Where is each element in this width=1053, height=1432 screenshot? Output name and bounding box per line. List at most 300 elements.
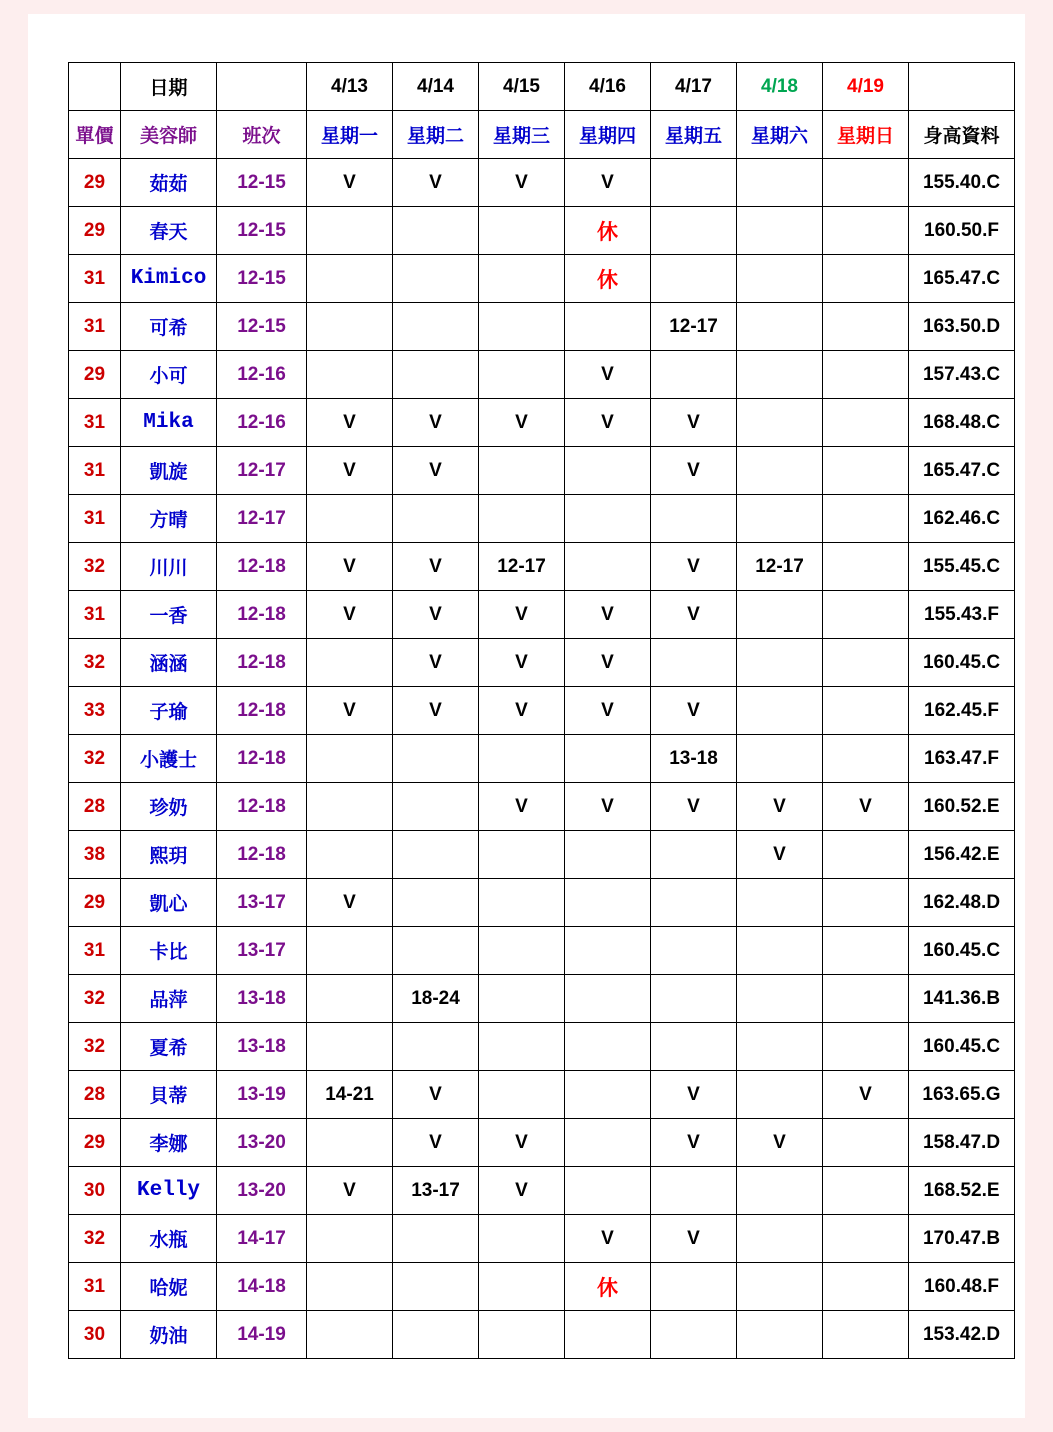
table-row [69, 1215, 1015, 1263]
cell-height-data: 155.45.C [909, 543, 1015, 591]
cell-shift: 13-20 [217, 1167, 307, 1215]
header-weekday-3: 星期三 [479, 111, 565, 159]
cell-day-5: V [651, 687, 737, 735]
cell-shift: 12-16 [217, 351, 307, 399]
cell-day-2 [393, 783, 479, 831]
cell-day-5: V [651, 1071, 737, 1119]
cell-unit-price: 31 [69, 255, 121, 303]
table-row [69, 1263, 1015, 1311]
header-height-label: 身高資料 [909, 111, 1015, 159]
cell-shift: 14-19 [217, 1311, 307, 1359]
cell-day-1: V [307, 591, 393, 639]
table-row [69, 879, 1015, 927]
cell-height-data: 158.47.D [909, 1119, 1015, 1167]
table-row [69, 591, 1015, 639]
cell-day-1 [307, 1023, 393, 1071]
cell-day-7: V [823, 783, 909, 831]
cell-day-1: V [307, 879, 393, 927]
cell-shift: 13-17 [217, 927, 307, 975]
cell-unit-price: 31 [69, 399, 121, 447]
cell-height-data: 155.40.C [909, 159, 1015, 207]
cell-day-5: V [651, 399, 737, 447]
table-row [69, 1023, 1015, 1071]
table-row [69, 1167, 1015, 1215]
cell-day-6 [737, 399, 823, 447]
document-page [28, 14, 1025, 1418]
table-row [69, 783, 1015, 831]
cell-day-7 [823, 1023, 909, 1071]
cell-unit-price: 31 [69, 591, 121, 639]
cell-day-1 [307, 255, 393, 303]
cell-day-1: V [307, 1167, 393, 1215]
cell-day-2: V [393, 639, 479, 687]
cell-day-2: V [393, 159, 479, 207]
cell-day-2 [393, 1311, 479, 1359]
table-row [69, 1311, 1015, 1359]
cell-day-5 [651, 879, 737, 927]
table-row [69, 495, 1015, 543]
cell-day-7 [823, 495, 909, 543]
cell-day-5 [651, 639, 737, 687]
cell-day-6 [737, 927, 823, 975]
cell-shift: 12-15 [217, 255, 307, 303]
header-weekday-2: 星期二 [393, 111, 479, 159]
cell-height-data: 162.46.C [909, 495, 1015, 543]
cell-shift: 12-18 [217, 591, 307, 639]
cell-day-1 [307, 975, 393, 1023]
cell-day-5 [651, 1023, 737, 1071]
cell-unit-price: 33 [69, 687, 121, 735]
cell-day-1 [307, 303, 393, 351]
cell-shift: 12-18 [217, 831, 307, 879]
cell-height-data: 163.50.D [909, 303, 1015, 351]
table-row [69, 735, 1015, 783]
cell-day-2 [393, 1023, 479, 1071]
table-row [69, 687, 1015, 735]
cell-height-data: 162.48.D [909, 879, 1015, 927]
header-date-5: 4/17 [651, 63, 737, 111]
table-row [69, 639, 1015, 687]
cell-day-7 [823, 1119, 909, 1167]
cell-day-2: V [393, 543, 479, 591]
cell-day-6 [737, 1023, 823, 1071]
cell-day-3 [479, 735, 565, 783]
cell-day-7 [823, 639, 909, 687]
cell-shift: 13-18 [217, 1023, 307, 1071]
cell-stylist-name: 水瓶 [121, 1215, 217, 1263]
cell-day-3: V [479, 1167, 565, 1215]
cell-day-2 [393, 927, 479, 975]
cell-day-3: V [479, 1119, 565, 1167]
cell-day-6 [737, 447, 823, 495]
cell-day-4: 休 [565, 255, 651, 303]
cell-day-1 [307, 1215, 393, 1263]
cell-day-3 [479, 303, 565, 351]
cell-stylist-name: 凱心 [121, 879, 217, 927]
table-row [69, 207, 1015, 255]
cell-stylist-name: 珍奶 [121, 783, 217, 831]
cell-day-3 [479, 879, 565, 927]
table-row [69, 1071, 1015, 1119]
cell-height-data: 165.47.C [909, 255, 1015, 303]
cell-day-6 [737, 351, 823, 399]
cell-day-7 [823, 831, 909, 879]
cell-unit-price: 30 [69, 1167, 121, 1215]
cell-unit-price: 32 [69, 975, 121, 1023]
cell-day-3 [479, 255, 565, 303]
cell-shift: 12-17 [217, 495, 307, 543]
cell-day-7 [823, 543, 909, 591]
cell-day-7 [823, 687, 909, 735]
cell-day-1 [307, 1311, 393, 1359]
cell-day-3 [479, 351, 565, 399]
cell-day-3 [479, 1311, 565, 1359]
cell-day-4 [565, 1071, 651, 1119]
cell-day-6 [737, 639, 823, 687]
header-weekday-6: 星期六 [737, 111, 823, 159]
cell-day-4: V [565, 1215, 651, 1263]
header-date-6: 4/18 [737, 63, 823, 111]
cell-day-4 [565, 927, 651, 975]
cell-height-data: 160.48.F [909, 1263, 1015, 1311]
cell-day-7 [823, 1263, 909, 1311]
cell-height-data: 160.50.F [909, 207, 1015, 255]
header-topright-blank [909, 63, 1015, 111]
cell-day-3 [479, 831, 565, 879]
cell-day-7 [823, 1311, 909, 1359]
cell-day-5: V [651, 783, 737, 831]
cell-day-6 [737, 591, 823, 639]
header-weekday-7: 星期日 [823, 111, 909, 159]
cell-day-6 [737, 303, 823, 351]
cell-unit-price: 29 [69, 207, 121, 255]
cell-day-7 [823, 351, 909, 399]
cell-height-data: 160.45.C [909, 927, 1015, 975]
cell-day-5: V [651, 447, 737, 495]
cell-day-1 [307, 1263, 393, 1311]
cell-shift: 12-18 [217, 639, 307, 687]
cell-stylist-name: 子瑜 [121, 687, 217, 735]
cell-day-7 [823, 399, 909, 447]
table-row [69, 927, 1015, 975]
cell-day-3: V [479, 399, 565, 447]
cell-day-4: 休 [565, 207, 651, 255]
cell-unit-price: 29 [69, 879, 121, 927]
cell-day-4: V [565, 639, 651, 687]
table-row [69, 543, 1015, 591]
cell-day-5 [651, 159, 737, 207]
cell-unit-price: 38 [69, 831, 121, 879]
cell-day-6 [737, 1311, 823, 1359]
cell-height-data: 153.42.D [909, 1311, 1015, 1359]
cell-stylist-name: 涵涵 [121, 639, 217, 687]
table-row [69, 255, 1015, 303]
cell-shift: 12-15 [217, 207, 307, 255]
cell-day-5 [651, 495, 737, 543]
cell-shift: 12-16 [217, 399, 307, 447]
cell-day-4: V [565, 687, 651, 735]
cell-day-7: V [823, 1071, 909, 1119]
cell-day-7 [823, 975, 909, 1023]
cell-height-data: 170.47.B [909, 1215, 1015, 1263]
cell-height-data: 168.52.E [909, 1167, 1015, 1215]
cell-height-data: 160.45.C [909, 1023, 1015, 1071]
cell-day-6 [737, 1167, 823, 1215]
cell-day-3: 12-17 [479, 543, 565, 591]
cell-day-7 [823, 735, 909, 783]
cell-shift: 12-18 [217, 543, 307, 591]
cell-height-data: 141.36.B [909, 975, 1015, 1023]
cell-day-4: V [565, 783, 651, 831]
cell-day-5: V [651, 591, 737, 639]
cell-day-3 [479, 207, 565, 255]
cell-shift: 13-17 [217, 879, 307, 927]
table-row [69, 159, 1015, 207]
header-date-7: 4/19 [823, 63, 909, 111]
cell-height-data: 163.47.F [909, 735, 1015, 783]
cell-stylist-name: 春天 [121, 207, 217, 255]
cell-day-6 [737, 975, 823, 1023]
cell-day-3 [479, 495, 565, 543]
cell-day-2: V [393, 591, 479, 639]
cell-day-6 [737, 1071, 823, 1119]
header-date-2: 4/14 [393, 63, 479, 111]
cell-day-3 [479, 1071, 565, 1119]
cell-day-2 [393, 735, 479, 783]
cell-day-4: V [565, 591, 651, 639]
cell-unit-price: 32 [69, 1215, 121, 1263]
cell-day-4 [565, 879, 651, 927]
cell-stylist-name: 貝蒂 [121, 1071, 217, 1119]
header-date-1: 4/13 [307, 63, 393, 111]
cell-stylist-name: 小護士 [121, 735, 217, 783]
cell-day-6 [737, 255, 823, 303]
cell-day-7 [823, 207, 909, 255]
cell-day-5 [651, 831, 737, 879]
cell-day-2 [393, 255, 479, 303]
cell-height-data: 160.45.C [909, 639, 1015, 687]
cell-day-3 [479, 447, 565, 495]
cell-day-4 [565, 1311, 651, 1359]
cell-day-2 [393, 351, 479, 399]
cell-stylist-name: 熙玥 [121, 831, 217, 879]
cell-day-6: V [737, 1119, 823, 1167]
cell-day-1: 14-21 [307, 1071, 393, 1119]
cell-day-2: V [393, 1071, 479, 1119]
cell-day-1 [307, 831, 393, 879]
cell-unit-price: 31 [69, 303, 121, 351]
cell-shift: 13-20 [217, 1119, 307, 1167]
table-row [69, 831, 1015, 879]
cell-day-7 [823, 591, 909, 639]
cell-day-3: V [479, 591, 565, 639]
cell-day-2 [393, 495, 479, 543]
cell-day-5: V [651, 543, 737, 591]
cell-day-3 [479, 975, 565, 1023]
cell-day-7 [823, 927, 909, 975]
cell-day-6 [737, 207, 823, 255]
cell-shift: 14-18 [217, 1263, 307, 1311]
cell-day-1 [307, 1119, 393, 1167]
cell-day-6 [737, 879, 823, 927]
cell-day-4 [565, 1023, 651, 1071]
cell-shift: 13-19 [217, 1071, 307, 1119]
cell-day-3 [479, 1263, 565, 1311]
cell-day-6 [737, 159, 823, 207]
cell-day-6 [737, 687, 823, 735]
cell-height-data: 168.48.C [909, 399, 1015, 447]
cell-day-7 [823, 879, 909, 927]
cell-day-4 [565, 831, 651, 879]
cell-height-data: 165.47.C [909, 447, 1015, 495]
cell-stylist-name: 川川 [121, 543, 217, 591]
cell-day-6 [737, 1263, 823, 1311]
cell-day-4: V [565, 399, 651, 447]
cell-unit-price: 31 [69, 495, 121, 543]
cell-stylist-name: 哈妮 [121, 1263, 217, 1311]
cell-stylist-name: 茹茹 [121, 159, 217, 207]
cell-day-5 [651, 255, 737, 303]
cell-day-5: 12-17 [651, 303, 737, 351]
cell-shift: 12-15 [217, 159, 307, 207]
cell-stylist-name: 李娜 [121, 1119, 217, 1167]
cell-unit-price: 31 [69, 927, 121, 975]
header-row-dates [69, 63, 1015, 111]
cell-day-1 [307, 207, 393, 255]
cell-day-4: 休 [565, 1263, 651, 1311]
cell-unit-price: 29 [69, 351, 121, 399]
schedule-table [68, 62, 1015, 1359]
cell-day-1 [307, 639, 393, 687]
cell-day-2: 13-17 [393, 1167, 479, 1215]
cell-day-2 [393, 1215, 479, 1263]
table-row [69, 399, 1015, 447]
cell-shift: 13-18 [217, 975, 307, 1023]
cell-unit-price: 31 [69, 1263, 121, 1311]
cell-unit-price: 29 [69, 1119, 121, 1167]
cell-unit-price: 28 [69, 1071, 121, 1119]
cell-day-2 [393, 303, 479, 351]
cell-day-1 [307, 735, 393, 783]
header-stylist-label: 美容師 [121, 111, 217, 159]
cell-day-4 [565, 1119, 651, 1167]
cell-height-data: 162.45.F [909, 687, 1015, 735]
cell-height-data: 157.43.C [909, 351, 1015, 399]
cell-day-5 [651, 975, 737, 1023]
cell-day-7 [823, 1215, 909, 1263]
cell-day-6: V [737, 783, 823, 831]
cell-day-7 [823, 303, 909, 351]
cell-shift: 12-18 [217, 735, 307, 783]
cell-unit-price: 32 [69, 1023, 121, 1071]
cell-day-1: V [307, 687, 393, 735]
cell-shift: 12-18 [217, 783, 307, 831]
cell-day-7 [823, 255, 909, 303]
cell-height-data: 156.42.E [909, 831, 1015, 879]
cell-day-2 [393, 831, 479, 879]
cell-height-data: 163.65.G [909, 1071, 1015, 1119]
cell-unit-price: 30 [69, 1311, 121, 1359]
cell-unit-price: 32 [69, 639, 121, 687]
cell-day-5: V [651, 1119, 737, 1167]
cell-day-2: V [393, 447, 479, 495]
cell-unit-price: 28 [69, 783, 121, 831]
table-row [69, 303, 1015, 351]
cell-unit-price: 29 [69, 159, 121, 207]
cell-height-data: 155.43.F [909, 591, 1015, 639]
cell-day-4 [565, 447, 651, 495]
header-unit-price-label: 單價 [69, 111, 121, 159]
header-corner-blank [69, 63, 121, 111]
header-weekday-4: 星期四 [565, 111, 651, 159]
cell-stylist-name: 一香 [121, 591, 217, 639]
cell-stylist-name: 夏希 [121, 1023, 217, 1071]
cell-day-6 [737, 735, 823, 783]
cell-day-6: 12-17 [737, 543, 823, 591]
cell-day-5: 13-18 [651, 735, 737, 783]
cell-day-3: V [479, 639, 565, 687]
table-row [69, 351, 1015, 399]
header-blank-cell [217, 63, 307, 111]
header-date-3: 4/15 [479, 63, 565, 111]
cell-day-6: V [737, 831, 823, 879]
cell-stylist-name: Kelly [121, 1167, 217, 1215]
cell-day-1 [307, 927, 393, 975]
cell-unit-price: 31 [69, 447, 121, 495]
header-date-4: 4/16 [565, 63, 651, 111]
cell-day-2 [393, 207, 479, 255]
cell-day-1: V [307, 399, 393, 447]
cell-day-2 [393, 879, 479, 927]
cell-day-5 [651, 927, 737, 975]
cell-day-5 [651, 1311, 737, 1359]
table-row [69, 1119, 1015, 1167]
cell-day-6 [737, 495, 823, 543]
cell-day-4 [565, 543, 651, 591]
cell-day-4: V [565, 159, 651, 207]
header-weekday-5: 星期五 [651, 111, 737, 159]
cell-day-2: V [393, 1119, 479, 1167]
cell-stylist-name: 卡比 [121, 927, 217, 975]
cell-day-1: V [307, 447, 393, 495]
cell-day-2: V [393, 399, 479, 447]
cell-day-3 [479, 1023, 565, 1071]
cell-stylist-name: 小可 [121, 351, 217, 399]
cell-day-5 [651, 1167, 737, 1215]
cell-unit-price: 32 [69, 543, 121, 591]
cell-stylist-name: 奶油 [121, 1311, 217, 1359]
cell-day-4 [565, 303, 651, 351]
cell-day-1 [307, 495, 393, 543]
header-date-label: 日期 [121, 63, 217, 111]
schedule-sheet [68, 62, 1001, 1359]
cell-day-5 [651, 1263, 737, 1311]
cell-day-1 [307, 351, 393, 399]
cell-day-7 [823, 1167, 909, 1215]
cell-day-2: V [393, 687, 479, 735]
cell-day-2: 18-24 [393, 975, 479, 1023]
cell-day-1 [307, 783, 393, 831]
cell-shift: 12-18 [217, 687, 307, 735]
cell-day-7 [823, 159, 909, 207]
cell-day-1: V [307, 543, 393, 591]
cell-day-1: V [307, 159, 393, 207]
header-weekday-1: 星期一 [307, 111, 393, 159]
cell-stylist-name: 品萍 [121, 975, 217, 1023]
cell-day-4 [565, 495, 651, 543]
cell-day-5 [651, 207, 737, 255]
cell-day-3: V [479, 159, 565, 207]
